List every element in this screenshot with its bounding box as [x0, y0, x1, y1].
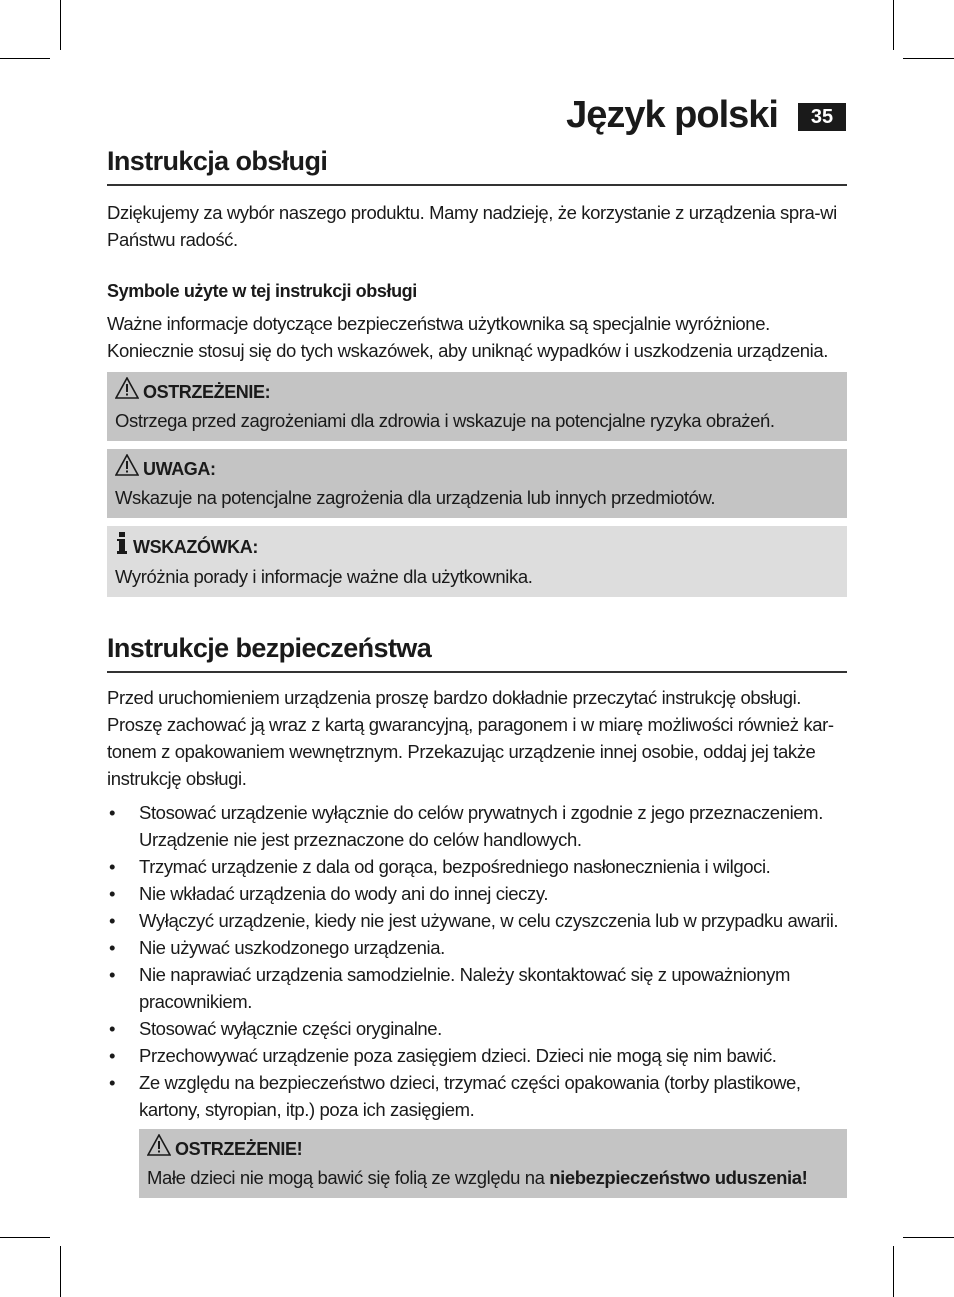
bullet: • [109, 910, 116, 931]
final-warning-box [139, 1129, 847, 1198]
safety-list [107, 799, 847, 1123]
notice-text: Wskazuje na potencjalne zagrożenia dla urządzenia lub innych przedmiotów. [115, 487, 716, 508]
list-item: • Nie używać uszkodzonego urządzenia. [107, 934, 847, 961]
notice-caution [107, 449, 847, 518]
bullet: • [109, 856, 116, 877]
section-title-safety: Instrukcje bezpieczeństwa [107, 630, 847, 673]
crop-mark [0, 1237, 50, 1238]
list-item: • Stosować urządzenie wyłącznie do celów prywatnych i zgodnie z jego przeznaczeniem. Urządzenie nie jest przeznaczone do celów handlowych. [107, 799, 847, 853]
bullet: • [109, 1045, 116, 1066]
final-warning-label: OSTRZEŻENIE! [175, 1139, 303, 1159]
bullet: • [109, 1018, 116, 1039]
notice-tip [107, 526, 847, 597]
warning-triangle-icon [115, 377, 139, 407]
section-title-instructions: Instrukcja obsługi [107, 143, 847, 186]
crop-mark [903, 58, 954, 59]
crop-mark [0, 58, 50, 59]
safety-intro-paragraph: Przed uruchomieniem urządzenia proszę bardzo dokładnie przeczytać instrukcję obsługi. Proszę zachować ją wraz z kartą gwarancyjną, paragonem i w miarę możliwości również kar-tonem z opakowaniem wewnętrznym. Przekazując urządzenie innej osobie, oddaj jej także instrukcję obsługi. [107, 687, 834, 789]
bullet: • [109, 937, 116, 958]
bullet: • [109, 802, 116, 823]
symbols-heading: Symbole użyte w tej instrukcji obsługi [107, 281, 417, 301]
notice-label: WSKAZÓWKA: [133, 537, 258, 557]
page-number: 35 [798, 103, 846, 131]
notice-warning [107, 372, 847, 441]
bullet: • [109, 1072, 116, 1093]
crop-mark [60, 0, 61, 50]
crop-mark [893, 1246, 894, 1297]
intro-paragraph: Dziękujemy za wybór naszego produktu. Mamy nadzieję, że korzystanie z urządzenia spra-wi Państwu radość. [107, 202, 837, 250]
crop-mark [893, 0, 894, 50]
notice-text: Ostrzega przed zagrożeniami dla zdrowia i wskazuje na potencjalne ryzyka obrażeń. [115, 410, 775, 431]
notice-text: Wyróżnia porady i informacje ważne dla użytkownika. [115, 566, 533, 587]
page-content [107, 143, 847, 1198]
bullet: • [109, 964, 116, 985]
list-item: • Nie wkładać urządzenia do wody ani do innej cieczy. [107, 880, 847, 907]
list-item: • Nie naprawiać urządzenia samodzielnie. Należy skontaktować się z upoważnionym pracownikiem. [107, 961, 847, 1015]
symbols-paragraph: Ważne informacje dotyczące bezpieczeństwa użytkownika są specjalnie wyróżnione. Koniecznie stosuj się do tych wskazówek, aby uniknąć wypadków i uszkodzenia urządzenia. [107, 313, 829, 361]
notice-label: UWAGA: [143, 459, 216, 479]
crop-mark [60, 1246, 61, 1297]
crop-mark [903, 1237, 954, 1238]
warning-triangle-icon [147, 1134, 171, 1164]
list-item: • Trzymać urządzenie z dala od gorąca, bezpośredniego nasłonecznienia i wilgoci. [107, 853, 847, 880]
info-icon [115, 531, 129, 563]
language-title: Język polski [566, 94, 778, 136]
final-warning-emphasis: niebezpieczeństwo uduszenia! [549, 1167, 808, 1188]
final-warning-text: Małe dzieci nie mogą bawić się folią ze względu na niebezpieczeństwo uduszenia! [147, 1167, 808, 1188]
warning-triangle-icon [115, 454, 139, 484]
list-item: • Wyłączyć urządzenie, kiedy nie jest używane, w celu czyszczenia lub w przypadku awarii. [107, 907, 847, 934]
list-item: • Stosować wyłącznie części oryginalne. [107, 1015, 847, 1042]
list-item: • Ze względu na bezpieczeństwo dzieci, trzymać części opakowania (torby plastikowe, kartony, styropian, itp.) poza ich zasięgiem. [107, 1069, 847, 1123]
notice-label: OSTRZEŻENIE: [143, 382, 271, 402]
bullet: • [109, 883, 116, 904]
list-item: • Przechowywać urządzenie poza zasięgiem dzieci. Dzieci nie mogą się nim bawić. [107, 1042, 847, 1069]
